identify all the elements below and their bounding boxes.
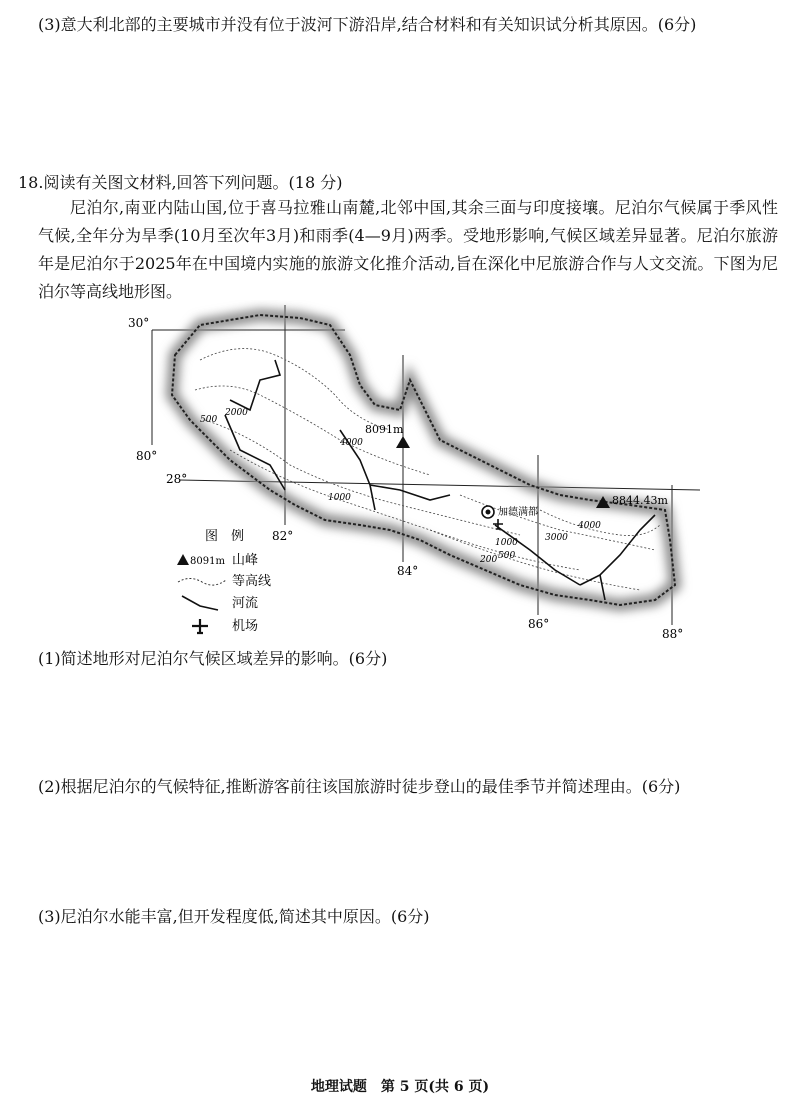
contour-label: 4000 <box>340 438 363 448</box>
contour-label: 1000 <box>495 538 518 548</box>
contour-lines <box>195 349 660 590</box>
peak-2-label: 8844.43m <box>612 494 668 507</box>
legend-title: 图 例 <box>205 529 245 544</box>
q17-part3: (3)意大利北部的主要城市并没有位于波河下游沿岸,结合材料和有关知识试分析其原因。(6分) <box>38 15 697 34</box>
lat-label-30: 30° <box>128 316 150 330</box>
city-label: 加德满都 <box>498 507 538 518</box>
contour-label: 500 <box>498 551 516 561</box>
map-legend <box>177 529 271 634</box>
lon-label-84: 84° <box>397 564 419 578</box>
airplane-icon <box>192 619 208 633</box>
q18-part1: (1)简述地形对尼泊尔气候区域差异的影响。(6分) <box>38 649 388 668</box>
peak-triangle-icon <box>396 436 410 448</box>
legend-contour-label: 等高线 <box>232 574 272 589</box>
contour-label: 200 <box>480 555 498 565</box>
airplane-icon <box>493 519 503 529</box>
river-line-icon <box>182 596 218 610</box>
peak-triangle-icon <box>177 554 189 565</box>
nepal-contour-map <box>100 300 720 640</box>
q18-part3: (3)尼泊尔水能丰富,但开发程度低,简述其中原因。(6分) <box>38 907 430 926</box>
contour-label: 4000 <box>578 521 601 531</box>
legend-river-label: 河流 <box>232 596 259 611</box>
lon-label-88: 88° <box>662 627 684 640</box>
legend-peak-code: 8091m <box>190 556 225 567</box>
lon-label-80: 80° <box>136 449 158 463</box>
peak-1-label: 8091m <box>365 423 404 436</box>
page-footer: 地理试题 第 5 页(共 6 页) <box>310 1079 490 1095</box>
q18-part2: (2)根据尼泊尔的气候特征,推断游客前往该国旅游时徒步登山的最佳季节并简述理由。(6分) <box>38 777 681 796</box>
legend-peak-label: 山峰 <box>232 553 259 568</box>
contour-label: 2000 <box>225 408 248 418</box>
lon-label-86: 86° <box>528 617 550 631</box>
contour-label: 500 <box>200 415 218 425</box>
q18-heading: 18.阅读有关图文材料,回答下列问题。(18 分) <box>18 173 343 192</box>
contour-label: 1000 <box>328 493 351 503</box>
contour-label: 3000 <box>545 533 568 543</box>
rivers <box>225 360 655 600</box>
q18-passage: 尼泊尔,南亚内陆山国,位于喜马拉雅山南麓,北邻中国,其余三面与印度接壤。尼泊尔气候属于季风性气候,全年分为旱季(10月至次年3月)和雨季(4—9月)两季。受地形影响,气候区域差异显著。尼泊尔旅游年是尼泊尔于2025年在中国境内实施的旅游文化推介活动,旨在深化中尼旅游合作与人文交流。下图为尼泊尔等高线地形图。 <box>38 198 778 301</box>
lat-label-28: 28° <box>166 472 188 486</box>
legend-airport-label: 机场 <box>232 619 259 634</box>
lon-label-82: 82° <box>272 529 294 543</box>
capital-symbol-icon <box>482 506 494 518</box>
dashed-line-icon <box>178 579 226 586</box>
